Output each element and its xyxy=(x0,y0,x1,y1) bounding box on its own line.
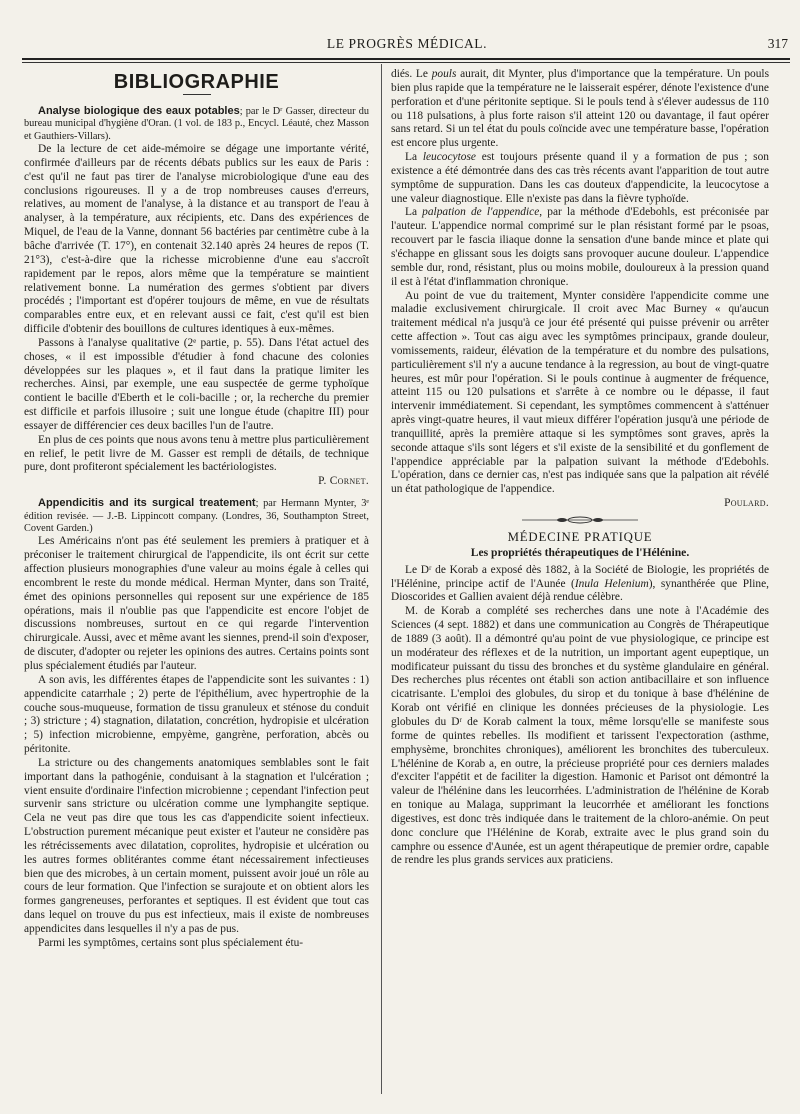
section-title-bibliographie: BIBLIOGRAPHIE xyxy=(113,71,280,93)
title-rule xyxy=(183,94,211,95)
entry-title: Analyse biologique des eaux potables xyxy=(38,104,240,117)
ornament-divider xyxy=(391,515,769,525)
entry-heading xyxy=(24,497,369,535)
review-signature-line xyxy=(24,475,369,489)
right-column xyxy=(391,68,769,868)
paragraph: La leucocytose est toujours présente quand il y a formation de pus ; son existence a été démontrée dans des cas très récents avant l'apparition de tout autre symptôme de suppuration. Dans les cas douteux d'appendicite, la leucocytose a une valeur diagnostique. Elle n'existe pas dans la fièvre typhoïde. xyxy=(391,151,769,205)
column-divider xyxy=(381,64,382,1094)
paragraph: Le Dʳ de Korab a exposé dès 1882, à la Société de Biologie, les propriétés de l'Hélénine, principe actif de l'Aunée (Inula Helenium), synanthérée que Pline, Dioscorides et Gallien avaient déjà rendue célèbre. xyxy=(391,563,769,604)
paragraph: Au point de vue du traitement, Mynter considère l'appendicite comme une maladie exclusivement chirurgicale. Il croit avec Mac Burney « qu'aucun traitement médical n'a jusqu'à ce jour été présenté qui puisse prévenir ou arrêter cette affection ». Tout cas aigu avec les symptômes principaux, grande douleur, vomissements, raideur, élévation de la température et du nombre des pulsations, particulièrement s'il n'y a aucune tendance à la regression, au bout de vingt-quatre heures, est mûr pour l'opération. Si le pouls continue à augmenter de fréquence, atteint 115 ou 120 pulsations et s'arrête à ce nombre ou le dépasse, il faut intervenir immédiatement. Si cependant, les symptômes commencent à s'atténuer après vingt-quatre heures, il vaut mieux différer l'opération jusqu'à une période de tranquillité, après la première attaque si les symptômes sont graves, après la seconde attaque s'ils sont légers et s'il existe de la sensibilité et du gonflement de l'appendice appréciable par la palpation suivant la méthode d'Edebohls. L'opération, dans ce dernier cas, n'est pas indiquée sans que la palpation ait révélé un état pathologique de l'appendice. xyxy=(391,289,769,496)
review-signature-line xyxy=(391,497,769,511)
entry-byline: ; par le Dʳ Gasser, directeur du bureau municipal d'hygiène d'Oran. (1 vol. de 183 p., Encycl. Léauté, chez Masson et Gauthiers-Villars). xyxy=(24,105,369,142)
section-title-medecine-pratique: MÉDECINE PRATIQUE xyxy=(507,530,653,544)
journal-title: LE PROGRÈS MÉDICAL. xyxy=(326,36,488,51)
paragraph: Les Américains n'ont pas été seulement les premiers à pratiquer et à préconiser le traitement chirurgical de l'appendicite, ils ont écrit sur cette affection plusieurs monographies d'une valeur au moins égale à celles qui encombrent le reste du monde médical. Herman Mynter, dans son Traité, émet des opinions personnelles qui reposent sur une expérience de 185 opérations, mais il n'oublie pas que l'appendicite est encore l'objet de discussions nombreuses, surtout en ce qui regarde l'intervention chirurgicale. Aussi, avec et même avant les siennes, prend-il soin d'exposer, de discuter, d'adopter ou rejeter les opinions des autres. Certains points sont plus spécialement étudiés par l'auteur. xyxy=(24,535,369,672)
article-title: Les propriétés thérapeutiques de l'Hélénine. xyxy=(470,545,690,559)
paragraph: Passons à l'analyse qualitative (2ᵉ partie, p. 55). Dans l'état actuel des choses, « il est impossible d'étudier à fond chacune des colonies développées sur les plaques », et il faut dans la pratique limiter les recherches. Ainsi, par exemple, une eau suspectée de germe typhoïque contient le bacille d'Eberth et le coli-bacille ; or, la recherche du premier est difficile et parfois illusoire ; suit une longue étude (chapitre III) pour essayer de différencier ces deux bacilles l'un de l'autre. xyxy=(24,336,369,432)
left-column xyxy=(24,68,369,951)
paragraph: La palpation de l'appendice, par la méthode d'Edebohls, est préconisée par l'auteur. L'appendice normal comprimé sur le plan résistant formé par le psoas, recouvert par le fascia iliaque donne la sensation d'une bande mince et plate qui s'échappe en glissant sous les doigts sans provoquer aucune douleur. L'appendice semble dur, rond, résistant, plus ou moins mobile, douloureux à la pression quand il est à l'état d'inflammation chronique. xyxy=(391,206,769,288)
paragraph: De la lecture de cet aide-mémoire se dégage une importante vérité, confirmée d'ailleurs par de récents débats publics sur les eaux de Paris : c'est qu'il ne faut pas tirer de l'analyse microbiologique d'une eau des conclusions rigoureuses. Il y a de trop nombreuses causes d'erreurs, relatives, au moment de l'analyse, à la distance et au transport de l'eau à analyser, à la température, aux récipients, etc. Dans des expériences de Miquel, de l'eau de la Vanne, donnant 56 bactéries par centimètre cube à la bâche d'arrivée (T. 17°), en contenait 32.140 après 24 heures de repos (T. 21°3), c'est-à-dire que la richesse microbienne d'une eau s'accroît rapidement par le repos, alors même que la température se maintient relativement bonne. La numération des germes s'obtient par divers procédés ; l'important est d'opérer toujours de même, en vue de résultats comparables entre eux, et en relevant aussi ce fait, c'est qu'il est bien difficile d'obtenir des bouillons de cultures identiques à eux-mêmes. xyxy=(24,143,369,336)
paragraph: La stricture ou des changements anatomiques semblables sont le fait important dans la pathogénie, conduisant à la stagnation et l'ulcération ; vient ensuite d'ordinaire l'infection microbienne ; cependant l'infection peut survenir sans stricture ou ulcération comme une lymphangite septique. Cela ne veut pas dire que tous les cas d'appendicite soient infectieux. L'obstruction purement mécanique peut exister et l'auteur ne considère pas les rétrécissements avec dilatation, coprolites, hydropisie et ulcération ou les autres formes oblitérantes comme étant nécessairement infectieuses bien que des microbes, à un certain moment, puissent avoir joué un rôle au cours de leur formation. Que l'infection se surajoute et on obtient alors les formes gangreneuses, perforantes et septiques. Il est évident que tout cas dans lequel on trouve du pus est infectieux, mais il existe de nombreuses appendicites dans lesquelles il n'y a pas de pus. xyxy=(24,756,369,935)
ornament-icon xyxy=(520,515,640,525)
entry-byline: ; par Hermann Mynter, 3ᵉ édition revisée. — J.-B. Lippincott company. (Londres, 36, Southampton Street, Covent Garden.) xyxy=(24,498,369,534)
paragraph: En plus de ces points que nous avons tenu à mettre plus particulièrement en relief, le petit livre de M. Gasser est rempli de détails, de technique pure, dont profiteront spécialement les bactériologistes. xyxy=(24,433,369,474)
entry-heading xyxy=(24,105,369,143)
page-number: 317 xyxy=(767,36,788,51)
paragraph: diés. Le pouls aurait, dit Mynter, plus d'importance que la température. Un pouls bien plus rapide que la température ne le laisserait espérer, dénote l'existence d'une perforation et d'une péritonite septique. Si le pouls tend à s'élever audessus de 110 ou 118 pulsations, à plus forte raison s'il atteint 120 ou davantage, il faut opérer sans retard. Si un tel état du pouls coïncide avec une température basse, l'opération est encore plus urgente. xyxy=(391,68,770,150)
review-signature: Poulard. xyxy=(724,497,769,510)
page-header xyxy=(22,36,792,56)
entry-title: Appendicitis and its surgical treatement xyxy=(38,497,256,510)
review-signature: P. Cornet. xyxy=(318,475,369,488)
header-rule-thin xyxy=(22,62,790,63)
paragraph: Parmi les symptômes, certains sont plus spécialement étu- xyxy=(38,936,304,949)
paragraph: A son avis, les différentes étapes de l'appendicite sont les suivantes : 1) appendicite catarrhale ; 2) perte de l'épithélium, avec hypertrophie de la couche sous-muqueuse, formation de tissu granuleux et sténose du conduit ; 3) stricture ; 4) stagnation, dilatation, concrétion, hydropisie et ulcération ; 5) infection microbienne, empyème, gangrène, perforation, abcès ou péritonite. xyxy=(24,673,369,756)
paragraph: M. de Korab a complété ses recherches dans une note à l'Académie des Sciences (4 sept. 1882) et dans une communication au Congrès de Thérapeutique de 1889 (3 août). Il a démontré qu'au point de vue physiologique, ce principe est un modérateur des réflexes et de la nutrition, un important agent eupeptique, un modificateur puissant du tissu des bronches et du système glandulaire en général. Des recherches plus récentes ont établi son action antibacillaire et son influence cicatrisante. L'emploi des globules, du sirop et du tonique à base d'hélénine de Korab ont vérifié en clinique les données précieuses de la physiologie. Les globules du Dʳ de Korab calment la toux, même lorsqu'elle se manifeste sous forme de quintes rebelles. Ils modifient et tarissent l'expectoration (asthme, emphysème, bronchites chroniques), améliorent les bronchites des tuberculeux. L'hélénine de Korab a, en outre, la précieuse propriété pour ces derniers malades d'exciter l'appétit et de faciliter la digestion. Hamonic et Parisot ont démontré la valeur de l'hélénine dans les leucorrhées. L'administration de l'hélénine de Korab en tonique au Malaga, supprimant la leucorrhée et améliorant les fonctions digestives, est donc très indiquée dans le traitement de la chloro-anémie. On peut donc conclure que l'Hélénine de Korab, extraite avec le plus grand soin du camphre ou essence d'Aunée, est un agent thérapeutique de premier ordre, capable de rendre les plus grands services aux praticiens. xyxy=(391,605,769,867)
header-rule xyxy=(22,58,790,60)
